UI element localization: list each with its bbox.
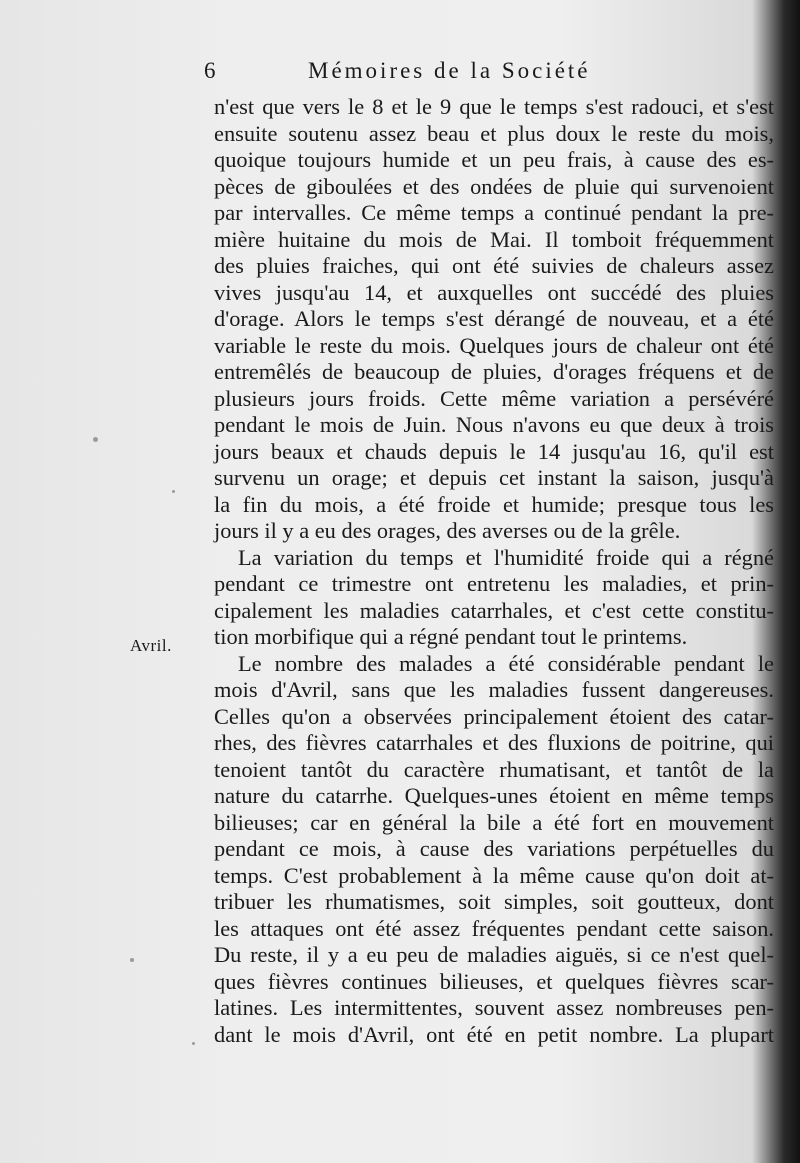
text-line: des pluies fraiches, qui ont été suivies de chaleurs assez	[214, 253, 774, 278]
page-header	[204, 58, 744, 92]
text-line: entremêlés de beaucoup de pluies, d'orages fréquens et de	[214, 359, 774, 384]
text-line: nature du catarrhe. Quelques-unes étoient en même temps	[214, 783, 774, 808]
text-line: d'orage. Alors le temps s'est dérangé de nouveau, et a été	[214, 306, 774, 331]
text-line: Du reste, il y a eu peu de maladies aiguës, si ce n'est quel-	[214, 942, 774, 967]
text-line: pèces de giboulées et des ondées de pluie qui survenoient	[214, 173, 774, 199]
text-line: pendant ce trimestre ont entretenu les maladies, et prin-	[214, 571, 774, 596]
text-line: ques fièvres continues bilieuses, et quelques fièvres scar-	[214, 968, 774, 994]
text-line: rhes, des fièvres catarrhales et des fluxions de poitrine, qui	[214, 730, 774, 755]
text-line: cipalement les maladies catarrhales, et c'est cette constitu-	[214, 597, 774, 623]
text-line: temps. C'est probablement à la même cause qu'on doit at-	[214, 862, 774, 888]
scan-speck	[192, 1042, 195, 1045]
text-line: variable le reste du mois. Quelques jours de chaleur ont été	[214, 332, 774, 358]
text-line: mois d'Avril, sans que les maladies fussent dangereuses.	[214, 677, 774, 702]
running-head: Mémoires de la Société	[308, 58, 591, 83]
scan-speck	[93, 437, 98, 442]
text-line: dant le mois d'Avril, ont été en petit nombre. La plupart	[214, 1021, 774, 1047]
text-line: pendant ce mois, à cause des variations perpétuelles du	[214, 836, 774, 861]
page-number: 6	[204, 58, 219, 83]
text-line: vives jusqu'au 14, et auxquelles ont succédé des pluies	[214, 279, 774, 305]
text-line: Celles qu'on a observées principalement étoient des catar-	[214, 703, 774, 729]
text-line: Le nombre des malades a été considérable pendant le	[238, 650, 774, 676]
text-line: jours beaux et chauds depuis le 14 jusqu'au 16, qu'il est	[214, 438, 774, 464]
scan-speck	[130, 958, 134, 962]
text-line: mière huitaine du mois de Mai. Il tomboit fréquemment	[214, 226, 774, 252]
text-line: par intervalles. Ce même temps a continué pendant la pre-	[214, 200, 774, 225]
text-line: tion morbifique qui a régné pendant tout le printems.	[214, 624, 688, 649]
body-text	[214, 94, 774, 1048]
text-line: jours il y a eu des orages, des averses ou de la grêle.	[214, 518, 681, 543]
text-line: la fin du mois, a été froide et humide; presque tous les	[214, 491, 774, 517]
text-line: les attaques ont été assez fréquentes pendant cette saison.	[214, 915, 774, 941]
margin-note-month: Avril.	[130, 636, 172, 655]
text-line: pendant le mois de Juin. Nous n'avons eu que deux à trois	[214, 412, 774, 437]
text-line: La variation du temps et l'humidité froide qui a régné	[238, 544, 774, 570]
scan-speck	[172, 490, 175, 493]
text-line: latines. Les intermittentes, souvent assez nombreuses pen-	[214, 995, 774, 1020]
text-line: quoique toujours humide et un peu frais, à cause des es-	[214, 147, 774, 172]
text-line: bilieuses; car en général la bile a été fort en mouvement	[214, 809, 774, 835]
text-line: survenu un orage; et depuis cet instant la saison, jusqu'à	[214, 465, 774, 490]
text-line: plusieurs jours froids. Cette même variation a persévéré	[214, 385, 774, 411]
text-line: ensuite soutenu assez beau et plus doux le reste du mois,	[214, 120, 774, 146]
text-line: tenoient tantôt du caractère rhumatisant, et tantôt de la	[214, 756, 774, 782]
text-line: n'est que vers le 8 et le 9 que le temps s'est radouci, et s'est	[214, 94, 774, 119]
text-line: tribuer les rhumatismes, soit simples, soit goutteux, dont	[214, 889, 774, 914]
